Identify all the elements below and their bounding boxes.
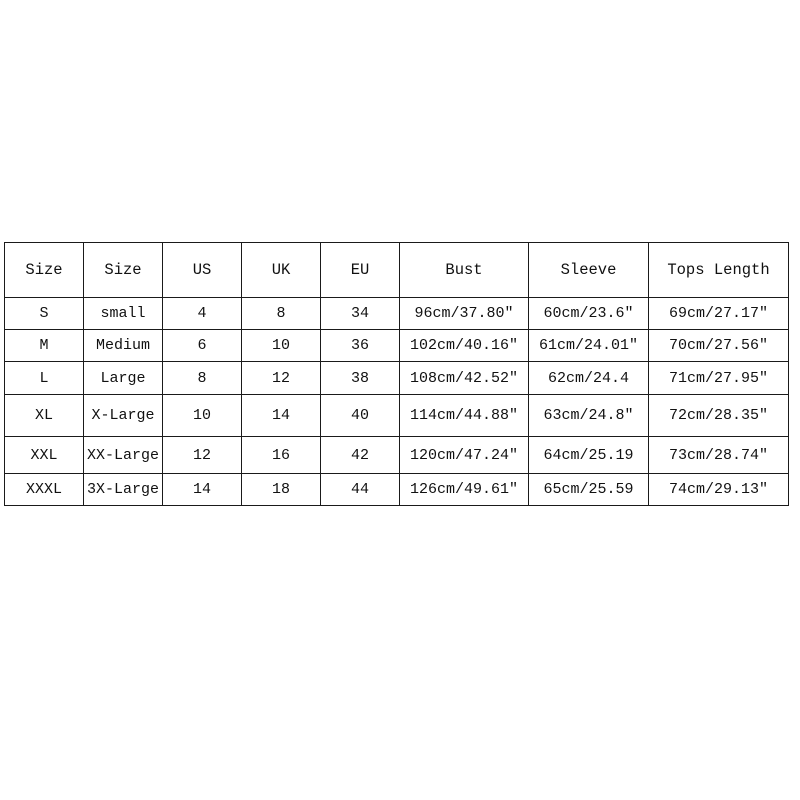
table-cell: 62cm/24.4 bbox=[529, 362, 649, 395]
table-cell: 102cm/40.16″ bbox=[400, 330, 529, 362]
table-cell: 16 bbox=[242, 437, 321, 474]
table-cell: 65cm/25.59 bbox=[529, 474, 649, 506]
header-cell: Tops Length bbox=[649, 243, 789, 298]
table-cell: 72cm/28.35″ bbox=[649, 395, 789, 437]
table-cell: 114cm/44.88″ bbox=[400, 395, 529, 437]
table-cell: small bbox=[84, 298, 163, 330]
table-cell: 36 bbox=[321, 330, 400, 362]
table-cell: 120cm/47.24″ bbox=[400, 437, 529, 474]
table-cell: 14 bbox=[163, 474, 242, 506]
table-cell: 6 bbox=[163, 330, 242, 362]
table-cell: S bbox=[5, 298, 84, 330]
table-cell: 61cm/24.01″ bbox=[529, 330, 649, 362]
table-cell: X-Large bbox=[84, 395, 163, 437]
table-cell: 60cm/23.6″ bbox=[529, 298, 649, 330]
table-row bbox=[5, 330, 789, 362]
size-chart-table bbox=[4, 242, 789, 506]
table-cell: 10 bbox=[163, 395, 242, 437]
table-cell: 96cm/37.80″ bbox=[400, 298, 529, 330]
table-cell: 12 bbox=[242, 362, 321, 395]
table-cell: 40 bbox=[321, 395, 400, 437]
table-cell: 8 bbox=[163, 362, 242, 395]
table-cell: 8 bbox=[242, 298, 321, 330]
table-cell: 14 bbox=[242, 395, 321, 437]
header-cell: UK bbox=[242, 243, 321, 298]
table-cell: Medium bbox=[84, 330, 163, 362]
table-cell: 3X-Large bbox=[84, 474, 163, 506]
header-cell: Size bbox=[84, 243, 163, 298]
table-row bbox=[5, 474, 789, 506]
table-cell: 44 bbox=[321, 474, 400, 506]
table-cell: 126cm/49.61″ bbox=[400, 474, 529, 506]
header-row bbox=[5, 243, 789, 298]
header-cell: US bbox=[163, 243, 242, 298]
table-cell: 4 bbox=[163, 298, 242, 330]
table-cell: 74cm/29.13″ bbox=[649, 474, 789, 506]
table-cell: 108cm/42.52″ bbox=[400, 362, 529, 395]
table-cell: Large bbox=[84, 362, 163, 395]
table-row bbox=[5, 395, 789, 437]
table-cell: XL bbox=[5, 395, 84, 437]
table-cell: 71cm/27.95″ bbox=[649, 362, 789, 395]
table-cell: XX-Large bbox=[84, 437, 163, 474]
header-cell: Bust bbox=[400, 243, 529, 298]
table-cell: 73cm/28.74″ bbox=[649, 437, 789, 474]
table-cell: M bbox=[5, 330, 84, 362]
table-row bbox=[5, 437, 789, 474]
table-cell: XXL bbox=[5, 437, 84, 474]
table-cell: 42 bbox=[321, 437, 400, 474]
table-cell: 69cm/27.17″ bbox=[649, 298, 789, 330]
header-cell: Size bbox=[5, 243, 84, 298]
header-cell: Sleeve bbox=[529, 243, 649, 298]
table-cell: L bbox=[5, 362, 84, 395]
table-row bbox=[5, 298, 789, 330]
table-cell: XXXL bbox=[5, 474, 84, 506]
table-cell: 70cm/27.56″ bbox=[649, 330, 789, 362]
table-cell: 34 bbox=[321, 298, 400, 330]
header-cell: EU bbox=[321, 243, 400, 298]
table-cell: 64cm/25.19 bbox=[529, 437, 649, 474]
table-cell: 12 bbox=[163, 437, 242, 474]
table-row bbox=[5, 362, 789, 395]
table-cell: 63cm/24.8″ bbox=[529, 395, 649, 437]
table-cell: 18 bbox=[242, 474, 321, 506]
table-cell: 10 bbox=[242, 330, 321, 362]
table-cell: 38 bbox=[321, 362, 400, 395]
